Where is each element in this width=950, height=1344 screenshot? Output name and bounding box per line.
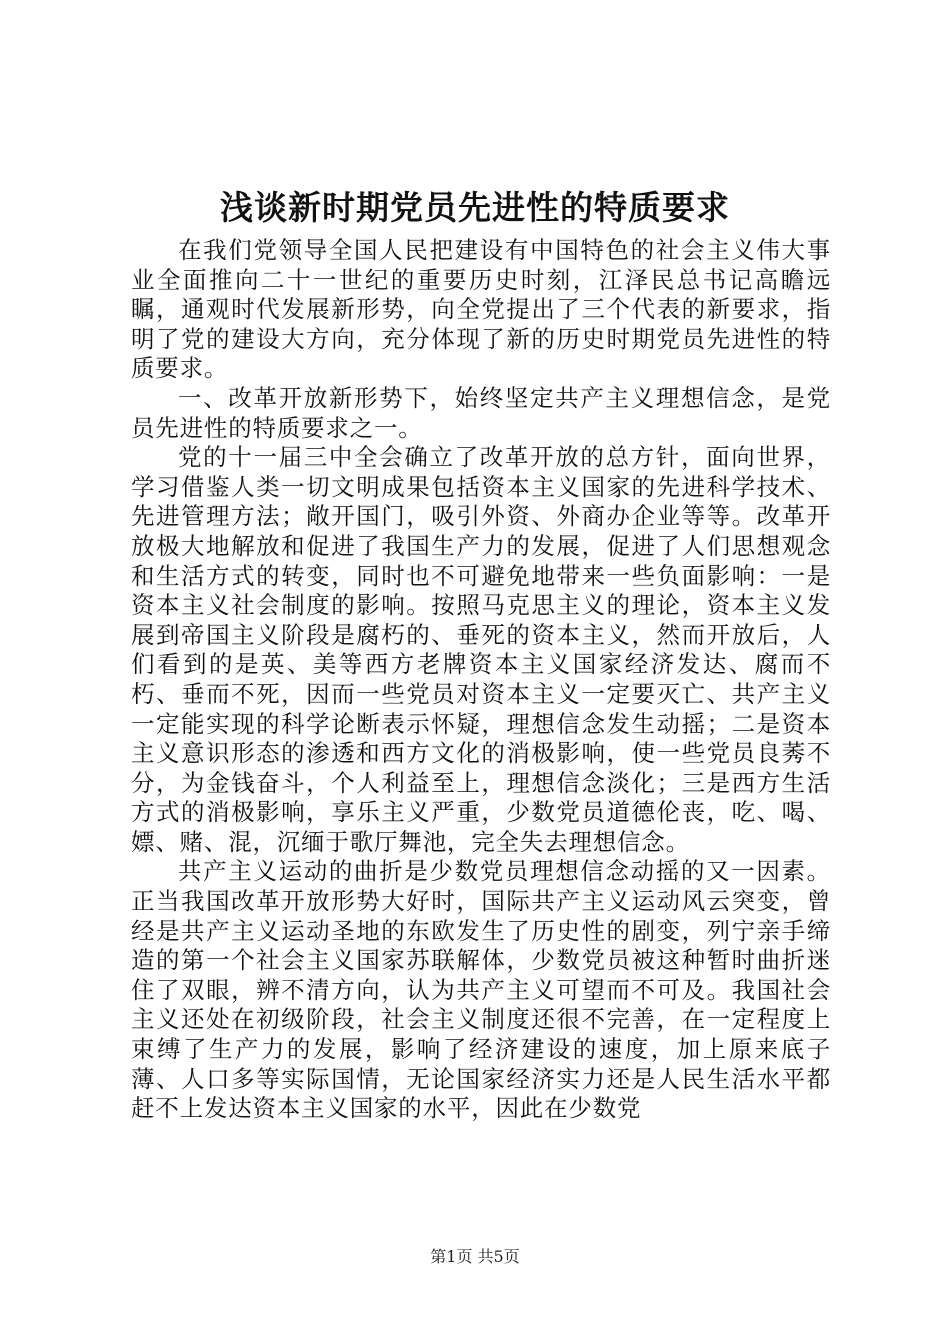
paragraph-reform-impact: 党的十一届三中全会确立了改革开放的总方针，面向世界，学习借鉴人类一切文明成果包括资本主义国家的先进科学技术、先进管理方法；敞开国门，吸引外资、外商办企业等等。改革开放极大地解放和促进了我国生产力的发展，促进了人们思想观念和生活方式的转变，同时也不可避免地带来一些负面影响：一是资本主义社会制度的影响。按照马克思主义的理论，资本主义发展到帝国主义阶段是腐朽的、垂死的资本主义，然而开放后，人们看到的是英、美等西方老牌资本主义国家经济发达、腐而不朽、垂而不死，因而一些党员对资本主义一定要灭亡、共产主义一定能实现的科学论断表示怀疑，理想信念发生动摇；二是资本主义意识形态的渗透和西方文化的消极影响，使一些党员良莠不分，为金钱奋斗，个人利益至上，理想信念淡化；三是西方生活方式的消极影响，享乐主义严重，少数党员道德伦丧，吃、喝、嫖、赌、混，沉缅于歌厅舞池，完全失去理想信念。 (131, 443, 831, 856)
paragraph-section-one-heading: 一、改革开放新形势下，始终坚定共产主义理想信念，是党员先进性的特质要求之一。 (131, 383, 831, 442)
page-number-footer: 第1页 共5页 (430, 1247, 520, 1266)
paragraph-communist-movement: 共产主义运动的曲折是少数党员理想信念动摇的又一因素。正当我国改革开放形势大好时，国际共产主义运动风云突变，曾经是共产主义运动圣地的东欧发生了历史性的剧变，列宁亲手缔造的第一个社会主义国家苏联解体，少数党员被这种暂时曲折迷住了双眼，辨不清方向，认为共产主义可望而不可及。我国社会主义还处在初级阶段，社会主义制度还很不完善，在一定程度上束缚了生产力的发展，影响了经济建设的速度，加上原来底子薄、人口多等实际国情，无论国家经济实力还是人民生活水平都赶不上发达资本主义国家的水平，因此在少数党 (131, 857, 831, 1123)
document-title: 浅谈新时期党员先进性的特质要求 (220, 188, 730, 227)
document-body (131, 236, 831, 1124)
paragraph-intro: 在我们党领导全国人民把建设有中国特色的社会主义伟大事业全面推向二十一世纪的重要历史时刻，江泽民总书记高瞻远瞩，通观时代发展新形势，向全党提出了三个代表的新要求，指明了党的建设大方向，充分体现了新的历史时期党员先进性的特质要求。 (131, 236, 831, 383)
